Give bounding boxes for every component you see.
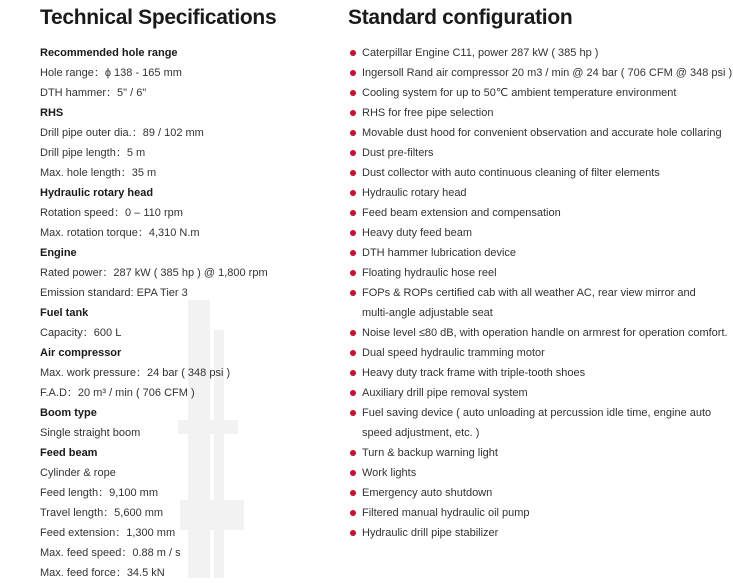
spec-list [40,43,330,583]
configuration-item [362,83,733,103]
bullet-dot-icon [350,130,356,136]
spec-item: Cylinder & rope [40,467,116,479]
spec-item: Capacity：600 L [40,327,122,339]
spec-item: Drill pipe outer dia.：89 / 102 mm [40,127,204,139]
spec-item: Emission standard: EPA Tier 3 [40,287,188,299]
configuration-item [362,143,733,163]
spec-group-heading: Boom type [40,407,97,419]
configuration-item [362,283,733,323]
configuration-item-text: Filtered manual hydraulic oil pump [362,507,530,519]
bullet-dot-icon [350,510,356,516]
configuration-item [362,443,733,463]
bullet-dot-icon [350,190,356,196]
spec-group-heading: Fuel tank [40,307,89,319]
bullet-dot-icon [350,110,356,116]
configuration-item [362,463,733,483]
configuration-item-text: Feed beam extension and compensation [362,207,561,219]
bullet-dot-icon [350,170,356,176]
bullet-dot-icon [350,290,356,296]
configuration-item-text: DTH hammer lubrication device [362,247,517,259]
configuration-item-text: Heavy duty track frame with triple-tooth shoes [362,367,586,379]
spec-item: Feed extension：1,300 mm [40,527,176,539]
configuration-item [362,483,733,503]
configuration-item-text: Movable dust hood for convenient observation and accurate hole collaring [362,127,722,139]
configuration-item [362,383,733,403]
configuration-item-continuation: multi-angle adjustable seat [362,307,493,319]
spec-item: Rotation speed：0 – 110 rpm [40,207,183,219]
configuration-item-continuation: speed adjustment, etc. ) [362,427,480,439]
configuration-item-text: Hydraulic rotary head [362,187,467,199]
configuration-list [348,43,733,543]
configuration-item [362,343,733,363]
configuration-item [362,163,733,183]
configuration-item [362,503,733,523]
configuration-item-text: Heavy duty feed beam [362,227,473,239]
configuration-item [362,103,733,123]
configuration-item-text: FOPs & ROPs certified cab with all weather AC, rear view mirror and [362,287,696,299]
configuration-item-text: RHS for free pipe selection [362,107,494,119]
configuration-item-text: Hydraulic drill pipe stabilizer [362,527,499,539]
configuration-item [362,123,733,143]
bullet-dot-icon [350,250,356,256]
configuration-item-text: Dust pre-filters [362,147,434,159]
bullet-dot-icon [350,270,356,276]
configuration-item-text: Turn & backup warning light [362,447,498,459]
configuration-item [362,243,733,263]
bullet-dot-icon [350,150,356,156]
configuration-item [362,363,733,383]
configuration-item [362,183,733,203]
spec-item: F.A.D：20 m³ / min ( 706 CFM ) [40,387,195,399]
bullet-dot-icon [350,410,356,416]
bullet-dot-icon [350,350,356,356]
bullet-dot-icon [350,210,356,216]
configuration-item [362,263,733,283]
spec-group-heading: Feed beam [40,447,98,459]
spec-item: Feed length：9,100 mm [40,487,159,499]
configuration-item-text: Work lights [362,467,417,479]
configuration-item-text: Emergency auto shutdown [362,487,493,499]
bullet-dot-icon [350,470,356,476]
configuration-item-text: Floating hydraulic hose reel [362,267,497,279]
configuration-item [362,63,733,83]
configuration-item-text: Cooling system for up to 50℃ ambient temperature environment [362,87,677,99]
configuration-item-text: Ingersoll Rand air compressor 20 m3 / min @ 24 bar ( 706 CFM @ 348 psi ) [362,67,733,79]
bullet-dot-icon [350,490,356,496]
spec-item: DTH hammer：5" / 6" [40,87,147,99]
spec-group-heading: Air compressor [40,347,122,359]
bullet-dot-icon [350,90,356,96]
configuration-item-text: Caterpillar Engine C11, power 287 kW ( 385 hp ) [362,47,599,59]
standard-configuration-section [348,0,733,543]
spec-item: Max. hole length：35 m [40,167,157,179]
bullet-dot-icon [350,330,356,336]
spec-item: Max. rotation torque：4,310 N.m [40,227,200,239]
configuration-item [362,403,733,443]
technical-specifications-title: Technical Specifications [40,6,277,29]
spec-group-heading: Hydraulic rotary head [40,187,154,199]
configuration-item-text: Noise level ≤80 dB, with operation handle on armrest for operation comfort. [362,327,728,339]
spec-item: Single straight boom [40,427,141,439]
spec-item: Max. feed force：34.5 kN [40,567,165,579]
spec-item: Rated power：287 kW ( 385 hp ) @ 1,800 rpm [40,267,268,279]
configuration-item-text: Dual speed hydraulic tramming motor [362,347,545,359]
bullet-dot-icon [350,370,356,376]
configuration-item-text: Auxiliary drill pipe removal system [362,387,528,399]
configuration-item-text: Fuel saving device ( auto unloading at percussion idle time, engine auto [362,407,712,419]
technical-specifications-section [40,0,330,583]
spec-item: Travel length：5,600 mm [40,507,164,519]
configuration-item [362,203,733,223]
bullet-dot-icon [350,390,356,396]
bullet-dot-icon [350,230,356,236]
spec-group-heading: Engine [40,247,77,259]
spec-item: Max. feed speed：0.88 m / s [40,547,181,559]
bullet-dot-icon [350,70,356,76]
spec-item: Max. work pressure：24 bar ( 348 psi ) [40,367,231,379]
configuration-item [362,523,733,543]
configuration-item-text: Dust collector with auto continuous cleaning of filter elements [362,167,660,179]
spec-group-heading: Recommended hole range [40,47,178,59]
bullet-dot-icon [350,450,356,456]
bullet-dot-icon [350,530,356,536]
bullet-dot-icon [350,50,356,56]
configuration-item [362,223,733,243]
configuration-item [362,43,733,63]
standard-configuration-title: Standard configuration [348,6,573,29]
spec-item: Hole range：ϕ 138 - 165 mm [40,67,182,79]
spec-item: Drill pipe length：5 m [40,147,146,159]
configuration-item [362,323,733,343]
spec-group-heading: RHS [40,107,64,119]
